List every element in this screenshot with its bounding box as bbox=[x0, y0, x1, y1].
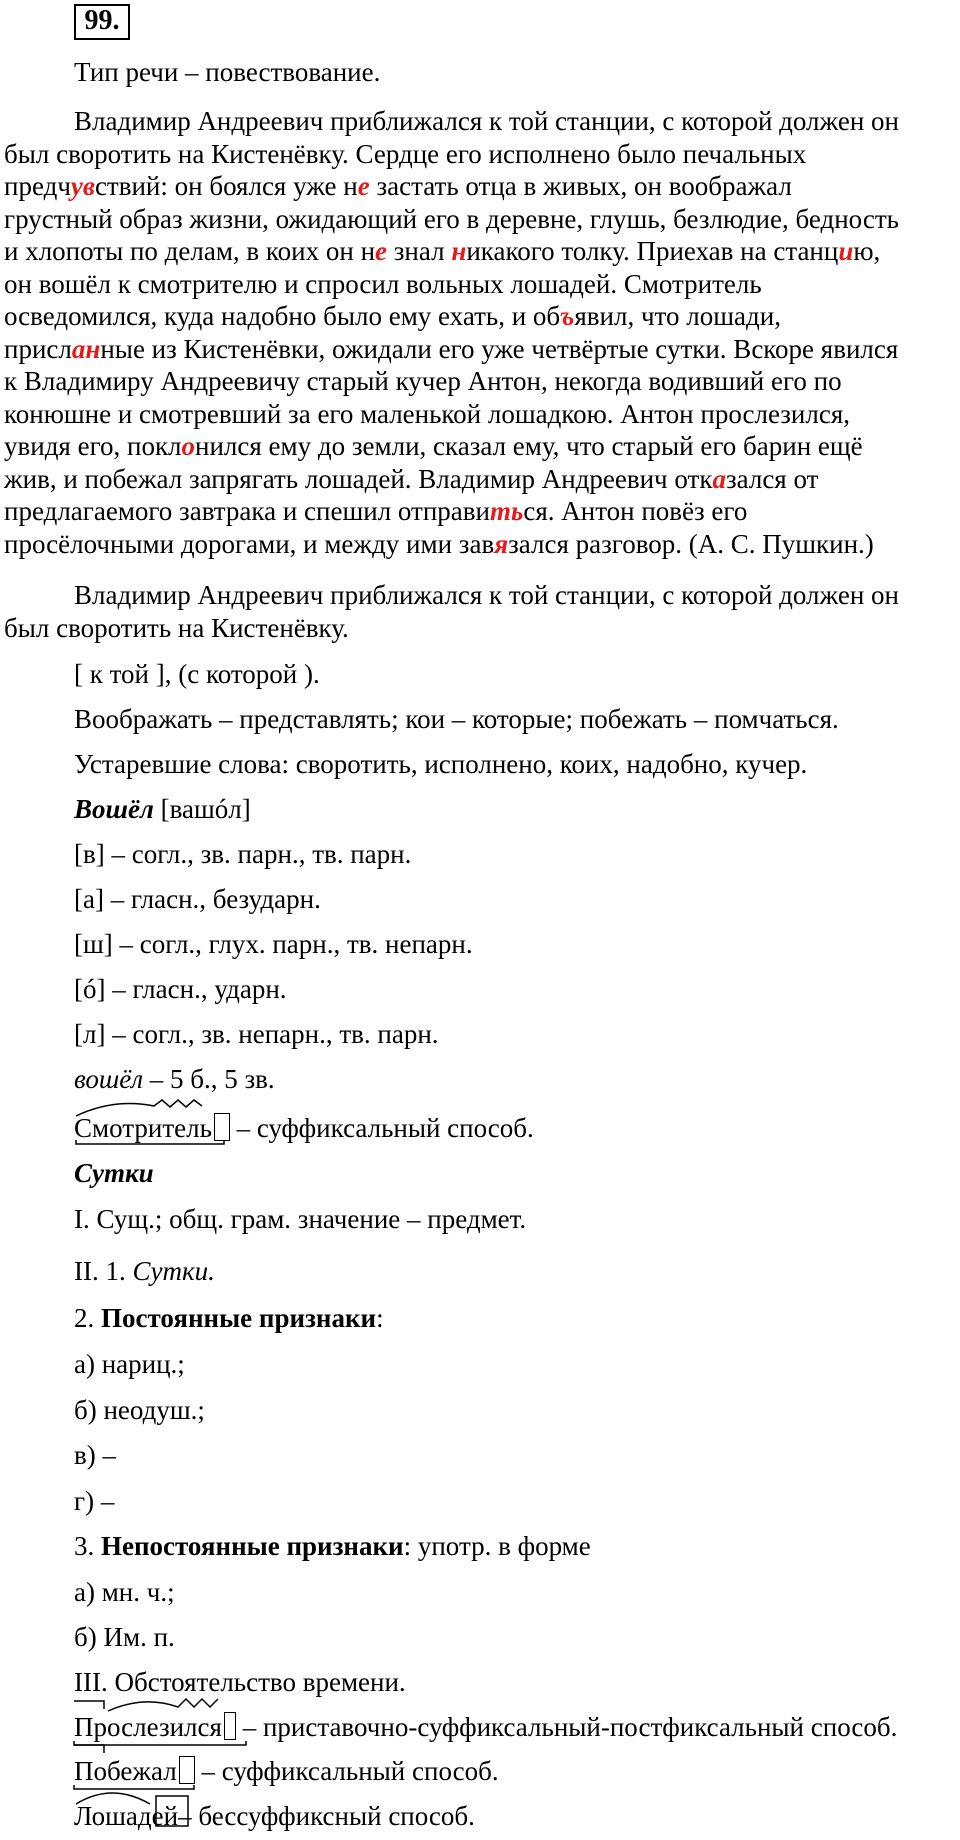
spelling-highlight: ъ bbox=[560, 301, 575, 331]
text-fragment: и хлопоты по делам, в коих он н bbox=[4, 236, 376, 266]
morpheme-word bbox=[74, 1711, 236, 1743]
var-rest: : употр. в форме bbox=[403, 1531, 591, 1561]
morph-part2 bbox=[74, 1255, 215, 1287]
text-fragment: ствий: он боялся уже н bbox=[94, 171, 358, 201]
text-line: Владимир Андреевич приближался к той станции, с которой должен он bbox=[74, 106, 899, 136]
spelling-highlight: е bbox=[357, 171, 370, 201]
morpheme-word bbox=[74, 1112, 230, 1144]
morph-heading bbox=[74, 1157, 154, 1189]
text-line: конюшне и смотревший за его маленькой лошадкою. Антон прослезился, bbox=[4, 398, 851, 429]
morpheme-word bbox=[74, 1755, 195, 1787]
summary-word: вошёл bbox=[74, 1064, 144, 1094]
morph-part1: I. Сущ.; общ. грам. значение – предмет. bbox=[74, 1204, 527, 1234]
text-line bbox=[4, 170, 792, 202]
text-fragment: предлагаемого завтрака и спешил отправи bbox=[4, 496, 490, 526]
text-line bbox=[4, 235, 880, 267]
sentence-line: был своротить на Кистенёвку. bbox=[4, 613, 349, 643]
synonyms-line: Воображать – представлять; кои – которые; побежать – помчаться. bbox=[74, 704, 839, 734]
spelling-highlight: ть bbox=[490, 496, 524, 526]
text-fragment: просёлочными дорогами, и между ими зав bbox=[4, 528, 495, 559]
text-line bbox=[4, 463, 818, 495]
text-line: он вошёл к смотрителю и спросил вольных лошадей. Смотритель bbox=[4, 268, 762, 299]
text-fragment: жив, и побежал запрягать лошадей. Владимир Андреевич отк bbox=[4, 463, 713, 494]
phonetic-summary bbox=[74, 1063, 275, 1095]
phonetic-heading bbox=[74, 793, 251, 825]
text-type-line: Тип речи – повествование. bbox=[74, 57, 381, 87]
text-fragment: ся. Антон повёз его bbox=[523, 496, 748, 526]
spelling-highlight: и bbox=[838, 236, 854, 266]
sound-item: [а] – гласн., безударн. bbox=[74, 884, 321, 914]
const-feature-item: г) – bbox=[74, 1485, 115, 1516]
sound-item: [ш] – согл., глух. парн., тв. непарн. bbox=[74, 929, 473, 959]
phonetic-transcription: [вашóл] bbox=[160, 794, 251, 824]
text-line: к Владимиру Андреевичу старый кучер Антон, некогда водивший его по bbox=[4, 366, 842, 396]
morpheme-marks bbox=[74, 1699, 244, 1715]
sound-item: [л] – согл., зв. непарн., тв. парн. bbox=[74, 1019, 439, 1049]
word-formation-proslezilsya bbox=[74, 1711, 897, 1743]
wf-word: Лошадей bbox=[74, 1801, 179, 1831]
phonetic-word: Вошёл bbox=[74, 794, 154, 824]
text-fragment: ные из Кистенёвки, ожидали его уже четвёртые сутки. Вскоре явился bbox=[100, 333, 899, 364]
var-feature-item: б) Им. п. bbox=[74, 1622, 175, 1652]
text-line bbox=[4, 528, 874, 560]
const-feature-item: а) нариц.; bbox=[74, 1349, 185, 1379]
text-fragment: ю, bbox=[853, 236, 881, 266]
morph-part2-prefix: II. 1. bbox=[74, 1256, 133, 1286]
sound-item: [ó] – гласн., ударн. bbox=[74, 974, 287, 1004]
const-feature-item: в) – bbox=[74, 1440, 116, 1470]
exercise-number: 99. bbox=[74, 4, 130, 40]
text-fragment: нился ему до земли, сказал ему, что старый его барин ещё bbox=[195, 431, 863, 461]
spelling-highlight: ув bbox=[70, 171, 95, 201]
morpheme-word bbox=[74, 1800, 178, 1832]
spelling-highlight: е bbox=[375, 236, 387, 266]
word-formation-loshadei bbox=[74, 1800, 475, 1832]
text-line bbox=[4, 430, 863, 462]
sentence-scheme: [ к той ], (с которой ). bbox=[74, 659, 320, 689]
morph-initial-form: Сутки. bbox=[132, 1256, 215, 1286]
var-feature-item: а) мн. ч.; bbox=[74, 1577, 175, 1607]
wf-word: Прослезился bbox=[74, 1712, 222, 1742]
const-features-heading bbox=[74, 1302, 384, 1334]
morpheme-marks bbox=[74, 1743, 194, 1759]
text-line bbox=[4, 333, 898, 365]
spelling-highlight: н bbox=[451, 236, 467, 266]
sound-item: [в] – согл., зв. парн., тв. парн. bbox=[74, 839, 412, 869]
wf-word: Побежал bbox=[74, 1756, 177, 1786]
zero-ending-box bbox=[224, 1712, 236, 1740]
wf-method: – суффиксальный способ. bbox=[194, 1756, 499, 1786]
text-fragment: знал bbox=[387, 236, 452, 266]
summary-count: – 5 б., 5 зв. bbox=[143, 1064, 275, 1094]
morpheme-marks bbox=[74, 1788, 194, 1804]
text-fragment: икакого толку. Приехав на станц bbox=[466, 236, 839, 266]
text-fragment: осведомился, куда надобно было ему ехать, и об bbox=[4, 301, 561, 331]
const-title: Постоянные признаки bbox=[101, 1303, 377, 1333]
spelling-highlight: я bbox=[494, 528, 509, 559]
sentence-line: Владимир Андреевич приближался к той станции, с которой должен он bbox=[74, 580, 899, 610]
word-formation-pobezhal bbox=[74, 1755, 499, 1787]
morpheme-marks bbox=[74, 1100, 224, 1116]
text-line bbox=[4, 495, 747, 527]
text-fragment: увидя его, покл bbox=[4, 431, 182, 461]
spelling-highlight: ан bbox=[71, 333, 101, 364]
wf-method: – суффиксальный способ. bbox=[229, 1113, 534, 1143]
text-line: был своротить на Кистенёвку. Сердце его исполнено было печальных bbox=[4, 138, 807, 169]
text-fragment: зался от bbox=[725, 463, 819, 494]
var-title: Непостоянные признаки bbox=[101, 1531, 404, 1561]
morph-word: Сутки bbox=[74, 1158, 154, 1188]
spelling-highlight: о bbox=[181, 431, 196, 461]
wf-method: – бессуффиксный способ. bbox=[178, 1801, 475, 1831]
text-fragment: предч bbox=[4, 171, 71, 201]
zero-ending-box bbox=[179, 1756, 195, 1784]
word-formation-smotritel bbox=[74, 1112, 534, 1144]
const-colon: : bbox=[376, 1303, 384, 1333]
var-num: 3. bbox=[74, 1531, 101, 1561]
morph-part3: III. Обстоятельство времени. bbox=[74, 1667, 406, 1697]
text-fragment: присл bbox=[4, 333, 72, 364]
text-line bbox=[4, 300, 781, 332]
text-fragment: застать отца в живых, он воображал bbox=[369, 171, 792, 201]
wf-word: Смотритель bbox=[74, 1113, 212, 1143]
text-fragment: явил, что лошади, bbox=[574, 301, 781, 331]
text-line: грустный образ жизни, ожидающий его в деревне, глушь, безлюдие, бедность bbox=[4, 203, 899, 234]
text-fragment: зался разговор. (А. С. Пушкин.) bbox=[508, 528, 874, 559]
archaic-words-line: Устаревшие слова: своротить, исполнено, коих, надобно, кучер. bbox=[74, 749, 808, 779]
spelling-highlight: а bbox=[712, 463, 726, 494]
const-num: 2. bbox=[74, 1303, 101, 1333]
zero-ending-box bbox=[214, 1113, 230, 1141]
var-features-heading bbox=[74, 1530, 591, 1562]
const-feature-item: б) неодуш.; bbox=[74, 1394, 205, 1425]
wf-method: – приставочно-суффиксальный-постфиксальный способ. bbox=[235, 1712, 898, 1742]
